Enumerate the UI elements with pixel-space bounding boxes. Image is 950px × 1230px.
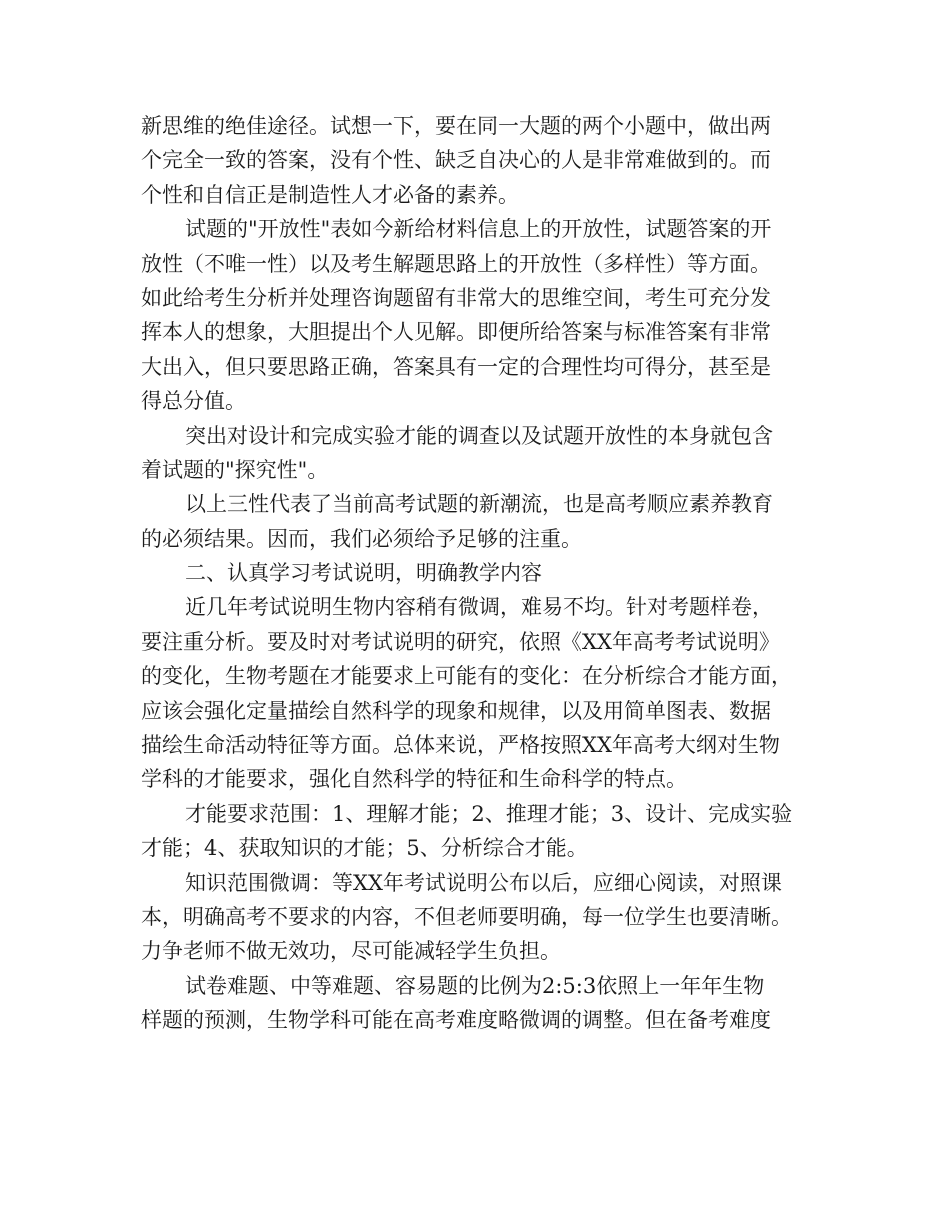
text-line: 放性（不唯一性）以及考生解题思路上的开放性（多样性）等方面。 <box>141 251 771 276</box>
text-line: 才能要求范围：1、理解才能；2、推理才能；3、设计、完成实验 <box>185 801 793 826</box>
text-line: 知识范围微调：等XX年考试说明公布以后，应细心阅读，对照课 <box>185 870 782 895</box>
text-line: 试卷难题、中等难题、容易题的比例为2:5:3依照上一年年生物 <box>185 973 765 998</box>
text-line: 大出入，但只要思路正确，答案具有一定的合理性均可得分，甚至是 <box>141 354 771 379</box>
text-line: 应该会强化定量描绘自然科学的现象和规律，以及用简单图表、数据 <box>141 698 771 723</box>
text-line: 新思维的绝佳途径。试想一下，要在同一大题的两个小题中，做出两 <box>141 114 771 138</box>
document-body <box>141 109 821 1038</box>
text-line: 近几年考试说明生物内容稍有微调，难易不均。针对考题样卷， <box>185 595 773 620</box>
text-line: 个完全一致的答案，没有个性、缺乏自决心的人是非常难做到的。而 <box>141 148 771 173</box>
text-line: 个性和自信正是制造性人才必备的素养。 <box>141 182 519 207</box>
text-line: 描绘生命活动特征等方面。总体来说，严格按照XX年高考大纲对生物 <box>141 733 780 758</box>
text-line: 如此给考生分析并处理咨询题留有非常大的思维空间，考生可充分发 <box>141 285 771 310</box>
text-line: 以上三性代表了当前高考试题的新潮流，也是高考顺应素养教育 <box>185 492 773 517</box>
text-line: 力争老师不做无效功，尽可能减轻学生负担。 <box>141 939 561 964</box>
text-line: 的必须结果。因而，我们必须给予足够的注重。 <box>141 526 582 551</box>
text-line: 二、认真学习考试说明，明确教学内容 <box>185 561 542 586</box>
text-line: 试题的"开放性"表如今新给材料信息上的开放性，试题答案的开 <box>185 217 772 242</box>
text-line: 着试题的"探究性"。 <box>141 457 329 482</box>
text-line: 挥本人的想象，大胆提出个人见解。即便所给答案与标准答案有非常 <box>141 320 771 345</box>
text-line: 学科的才能要求，强化自然科学的特征和生命科学的特点。 <box>141 767 687 792</box>
text-line: 才能；4、获取知识的才能；5、分析综合才能。 <box>141 836 588 861</box>
text-line: 本，明确高考不要求的内容，不但老师要明确，每一位学生也要清晰。 <box>141 904 792 929</box>
text-line: 得总分值。 <box>141 389 246 414</box>
text-line: 突出对设计和完成实验才能的调查以及试题开放性的本身就包含 <box>185 423 773 448</box>
text-line: 样题的预测，生物学科可能在高考难度略微调的调整。但在备考难度 <box>141 1008 771 1033</box>
text-line: 要注重分析。要及时对考试说明的研究，依照《XX年高考考试说明》 <box>141 629 780 654</box>
text-line: 的变化，生物考题在才能要求上可能有的变化：在分析综合才能方面， <box>141 664 792 689</box>
